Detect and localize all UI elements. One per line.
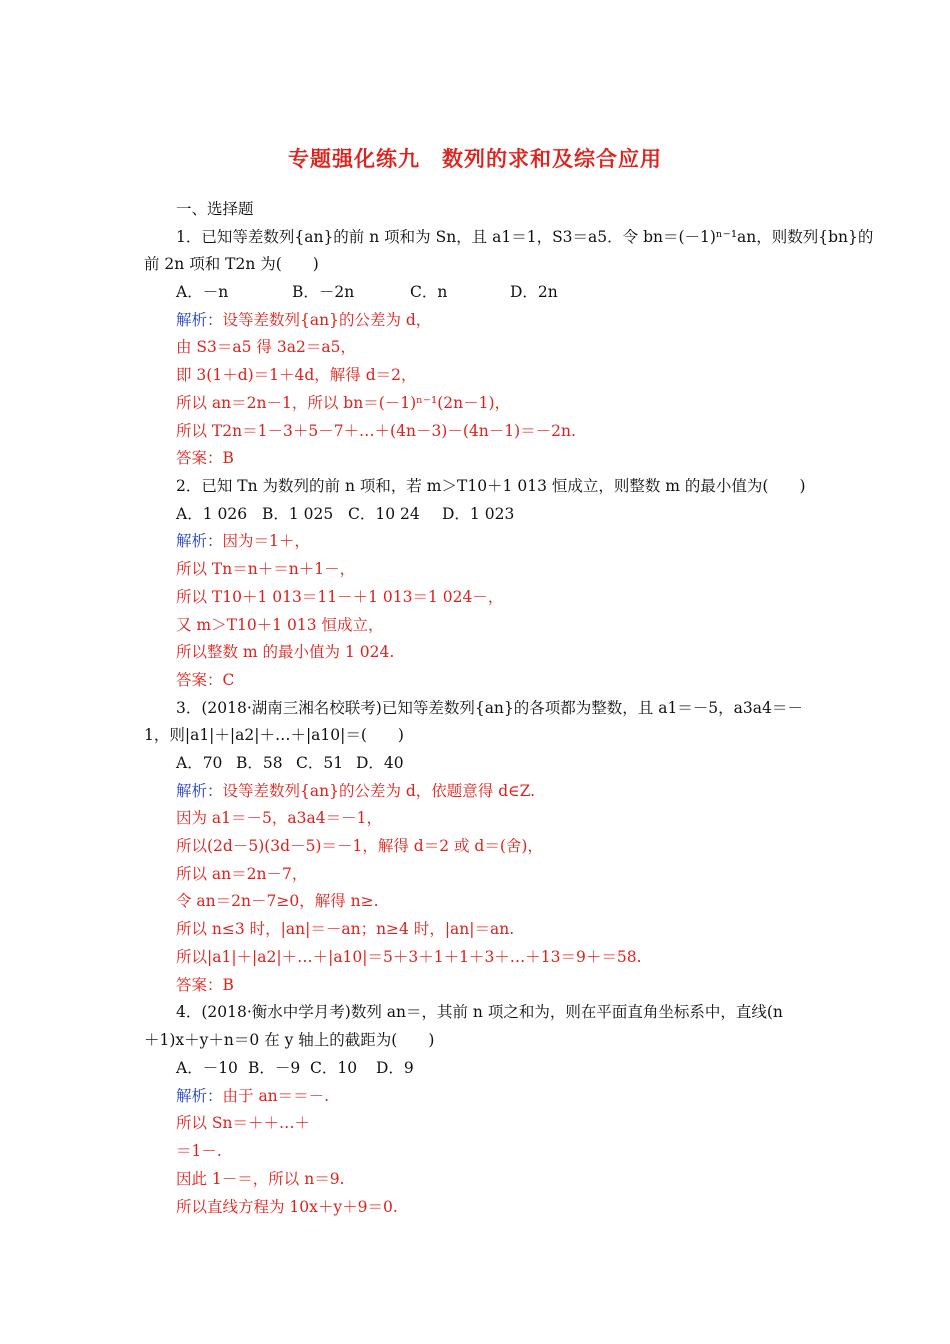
q2-options bbox=[176, 504, 514, 524]
q1-analysis-line2: 由 S3＝a5 得 3a2＝a5， bbox=[176, 338, 356, 356]
q4-analysis-label: 解析： bbox=[176, 1087, 223, 1105]
q4-analysis-line5: 所以直线方程为 10x＋y＋9＝0. bbox=[176, 1198, 398, 1216]
q2-analysis-line3: 所以 T10＋1 013＝11－＋1 013＝1 024－， bbox=[176, 588, 504, 606]
q2-answer: 答案：C bbox=[176, 671, 235, 689]
q3-analysis-line3: 所以(2d－5)(3d－5)＝－1，解得 d＝2 或 d＝(舍)， bbox=[176, 837, 543, 855]
q4-options bbox=[176, 1058, 414, 1078]
q4-analysis-line4: 因此 1－＝，所以 n＝9. bbox=[176, 1170, 345, 1188]
q2-stem-line1: 2．已知 Tn 为数列的前 n 项和，若 m＞T10＋1 013 恒成立，则整数 m 的最小值为( ) bbox=[176, 477, 806, 495]
q2-option-d: D．1 023 bbox=[442, 505, 515, 523]
q3-analysis-line4: 所以 an＝2n－7， bbox=[176, 865, 308, 883]
q2-analysis-line2: 所以 Tn＝n＋＝n＋1－， bbox=[176, 560, 356, 578]
q1-option-b: B．－2n bbox=[292, 283, 355, 301]
q2-analysis-line4: 又 m＞T10＋1 013 恒成立， bbox=[176, 616, 384, 634]
q4-option-c: C．10 bbox=[310, 1059, 358, 1077]
q4-option-d: D．9 bbox=[376, 1059, 414, 1077]
q2-option-a: A．1 026 bbox=[176, 505, 248, 523]
q4-stem-line1: 4．(2018·衡水中学月考)数列 an＝，其前 n 项之和为，则在平面直角坐标系中，直线(n bbox=[176, 1003, 783, 1021]
q3-answer: 答案：B bbox=[176, 976, 234, 994]
q3-option-b: B．58 bbox=[236, 754, 283, 772]
q3-analysis-label: 解析： bbox=[176, 782, 223, 800]
q1-stem-line1: 1．已知等差数列{an}的前 n 项和为 Sn，且 a1＝1，S3＝a5．令 bn＝(－1)ⁿ⁻¹an，则数列{bn}的 bbox=[176, 228, 874, 246]
q3-options bbox=[176, 753, 404, 773]
q3-analysis-line5: 令 an＝2n－7≥0，解得 n≥. bbox=[176, 892, 379, 910]
q3-stem-line2: 1，则|a1|＋|a2|＋…＋|a10|＝( ) bbox=[144, 726, 404, 744]
q1-analysis-label: 解析： bbox=[176, 311, 223, 329]
q4-analysis-line2: 所以 Sn＝＋＋…＋ bbox=[176, 1114, 311, 1132]
q4-analysis-line3: ＝1－. bbox=[176, 1142, 222, 1160]
q1-analysis-line5: 所以 T2n＝1－3＋5－7＋…＋(4n－3)－(4n－1)＝－2n. bbox=[176, 422, 576, 440]
q1-answer: 答案：B bbox=[176, 449, 234, 467]
q2-analysis-line1: 解析：因为＝1＋， bbox=[176, 532, 310, 550]
section-heading: 一、选择题 bbox=[176, 200, 254, 218]
q1-option-a: A．－n bbox=[176, 283, 229, 301]
q3-analysis-line2: 因为 a1＝－5，a3a4＝－1， bbox=[176, 809, 382, 827]
q1-options bbox=[176, 282, 558, 302]
q3-analysis-line7: 所以|a1|＋|a2|＋…＋|a10|＝5＋3＋1＋1＋3＋…＋13＝9＋＝58. bbox=[176, 948, 642, 966]
q4-analysis-line1: 解析：由于 an＝＝－. bbox=[176, 1087, 330, 1105]
q3-analysis-line1: 解析：设等差数列{an}的公差为 d，依题意得 d∈Z. bbox=[176, 782, 536, 800]
q2-analysis-label: 解析： bbox=[176, 532, 223, 550]
q1-option-d: D．2n bbox=[510, 283, 558, 301]
q1-analysis-line1: 解析：设等差数列{an}的公差为 d， bbox=[176, 311, 432, 329]
q3-stem-line1: 3．(2018·湖南三湘名校联考)已知等差数列{an}的各项都为整数，且 a1＝－5，a3a4＝－ bbox=[176, 699, 803, 717]
q4-option-a: A．－10 bbox=[176, 1059, 238, 1077]
q3-option-d: D．40 bbox=[356, 754, 404, 772]
q2-analysis-line5: 所以整数 m 的最小值为 1 024. bbox=[176, 643, 395, 661]
q4-stem-line2: ＋1)x＋y＋n＝0 在 y 轴上的截距为( ) bbox=[144, 1031, 435, 1049]
q3-option-c: C．51 bbox=[296, 754, 344, 772]
q3-analysis-line6: 所以 n≤3 时，|an|＝－an；n≥4 时，|an|＝an. bbox=[176, 920, 515, 938]
q1-analysis-line3: 即 3(1＋d)＝1＋4d，解得 d＝2， bbox=[176, 366, 417, 384]
page-title: 专题强化练九 数列的求和及综合应用 bbox=[288, 147, 662, 171]
q4-option-b: B．－9 bbox=[248, 1059, 301, 1077]
q2-option-b: B．1 025 bbox=[262, 505, 334, 523]
q1-analysis-line4: 所以 an＝2n－1，所以 bn＝(－1)ⁿ⁻¹(2n－1)， bbox=[176, 394, 511, 412]
q2-option-c: C．10 24 bbox=[348, 505, 420, 523]
q1-option-c: C．n bbox=[410, 283, 448, 301]
q1-stem-line2: 前 2n 项和 T2n 为( ) bbox=[144, 255, 319, 273]
q3-option-a: A．70 bbox=[176, 754, 223, 772]
